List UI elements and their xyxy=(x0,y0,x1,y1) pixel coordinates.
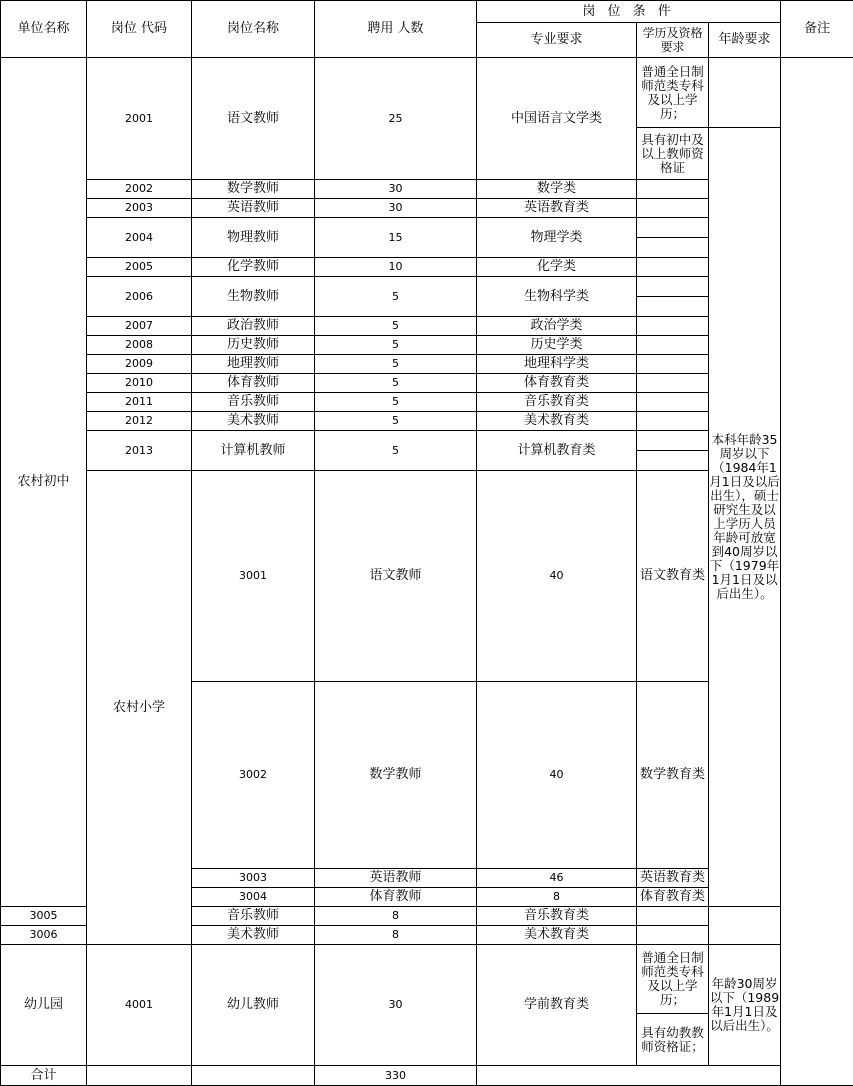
education-requirement: 普通全日制师范类专科及以上学历； xyxy=(637,58,709,128)
hire-count: 8 xyxy=(315,907,477,926)
blank-cell xyxy=(637,907,709,926)
post-code: 2003 xyxy=(87,199,192,218)
post-name: 音乐教师 xyxy=(192,907,315,926)
blank-cell xyxy=(637,374,709,393)
post-name: 语文教师 xyxy=(315,471,477,682)
major-requirement: 物理学类 xyxy=(477,218,637,258)
blank-cell xyxy=(637,336,709,355)
major-requirement: 地理科学类 xyxy=(477,355,637,374)
hire-count: 5 xyxy=(315,374,477,393)
major-requirement: 美术教育类 xyxy=(477,926,637,945)
post-code: 2011 xyxy=(87,393,192,412)
post-code: 2005 xyxy=(87,258,192,277)
hire-count: 30 xyxy=(315,199,477,218)
post-name: 语文教师 xyxy=(192,58,315,180)
hire-count: 15 xyxy=(315,218,477,258)
post-name: 计算机教师 xyxy=(192,431,315,471)
major-requirement: 体育教育类 xyxy=(637,888,709,907)
post-name: 物理教师 xyxy=(192,218,315,258)
table-row xyxy=(1,58,853,128)
unit-name: 幼儿园 xyxy=(1,945,87,1066)
post-code: 3003 xyxy=(192,869,315,888)
age-requirement: 本科年龄35周岁以下（1984年1月1日及以后出生），硕士研究生及以上学历人员年龄可放宽到40周岁以下（1979年1月1日及以后出生）。 xyxy=(709,128,781,907)
blank-cell xyxy=(637,431,709,451)
major-requirement: 数学类 xyxy=(477,180,637,199)
post-code: 3006 xyxy=(1,926,87,945)
blank-cell xyxy=(637,451,709,471)
blank-cell xyxy=(637,297,709,317)
hire-count: 5 xyxy=(315,317,477,336)
post-name: 化学教师 xyxy=(192,258,315,277)
post-code: 2012 xyxy=(87,412,192,431)
post-code: 3005 xyxy=(1,907,87,926)
major-requirement: 英语教育类 xyxy=(477,199,637,218)
post-name: 英语教师 xyxy=(192,199,315,218)
post-code: 3002 xyxy=(192,682,315,869)
post-name: 体育教师 xyxy=(192,374,315,393)
blank-cell xyxy=(637,238,709,258)
post-name: 幼儿教师 xyxy=(192,945,315,1066)
major-requirement: 政治学类 xyxy=(477,317,637,336)
post-code: 2009 xyxy=(87,355,192,374)
major-requirement: 音乐教育类 xyxy=(477,393,637,412)
blank-cell xyxy=(637,218,709,238)
post-code: 2002 xyxy=(87,180,192,199)
hire-count: 5 xyxy=(315,336,477,355)
major-requirement: 数学教育类 xyxy=(637,682,709,869)
hire-count: 8 xyxy=(315,926,477,945)
post-code: 4001 xyxy=(87,945,192,1066)
major-requirement: 英语教育类 xyxy=(637,869,709,888)
post-name: 生物教师 xyxy=(192,277,315,317)
hire-count: 5 xyxy=(315,277,477,317)
remark-empty xyxy=(781,58,853,1086)
blank-cell xyxy=(709,58,781,128)
post-name: 历史教师 xyxy=(192,336,315,355)
unit-name: 农村小学 xyxy=(87,471,192,945)
hire-count: 5 xyxy=(315,412,477,431)
post-name: 美术教师 xyxy=(192,412,315,431)
post-name: 数学教师 xyxy=(192,180,315,199)
hire-count: 5 xyxy=(315,393,477,412)
hire-count: 10 xyxy=(315,258,477,277)
major-requirement: 音乐教育类 xyxy=(477,907,637,926)
hire-count: 25 xyxy=(315,58,477,180)
post-name: 英语教师 xyxy=(315,869,477,888)
hire-count: 5 xyxy=(315,431,477,471)
blank-cell xyxy=(637,317,709,336)
post-code: 2013 xyxy=(87,431,192,471)
unit-name: 农村初中 xyxy=(1,58,87,907)
header-conditions: 岗 位 条 件 xyxy=(477,1,781,23)
blank-cell xyxy=(637,277,709,297)
major-requirement: 历史学类 xyxy=(477,336,637,355)
major-requirement: 语文教育类 xyxy=(637,471,709,682)
major-requirement: 体育教育类 xyxy=(477,374,637,393)
table-row xyxy=(1,945,853,1014)
major-requirement: 化学类 xyxy=(477,258,637,277)
header-education: 学历及资格要求 xyxy=(637,23,709,58)
blank-cell xyxy=(192,1066,315,1086)
header-unit: 单位名称 xyxy=(1,1,87,58)
education-requirement: 普通全日制师范类专科及以上学历； xyxy=(637,945,709,1014)
blank-cell xyxy=(637,199,709,218)
total-count: 330 xyxy=(315,1066,477,1086)
blank-cell xyxy=(637,180,709,199)
post-name: 数学教师 xyxy=(315,682,477,869)
header-row-1 xyxy=(1,1,853,23)
post-name: 音乐教师 xyxy=(192,393,315,412)
header-post: 岗位名称 xyxy=(192,1,315,58)
major-requirement: 计算机教育类 xyxy=(477,431,637,471)
hire-count: 30 xyxy=(315,945,477,1066)
education-requirement: 具有初中及以上教师资格证 xyxy=(637,128,709,180)
post-code: 2006 xyxy=(87,277,192,317)
post-code: 2010 xyxy=(87,374,192,393)
header-major: 专业要求 xyxy=(477,23,637,58)
blank-cell xyxy=(637,412,709,431)
post-code: 2008 xyxy=(87,336,192,355)
blank-cell xyxy=(637,926,709,945)
blank-cell xyxy=(637,355,709,374)
post-code: 3004 xyxy=(192,888,315,907)
header-count: 聘用 人数 xyxy=(315,1,477,58)
hire-count: 46 xyxy=(477,869,637,888)
header-code: 岗位 代码 xyxy=(87,1,192,58)
hire-count: 40 xyxy=(477,471,637,682)
post-name: 体育教师 xyxy=(315,888,477,907)
blank-cell xyxy=(637,393,709,412)
blank-cell xyxy=(87,1066,192,1086)
hire-count: 30 xyxy=(315,180,477,199)
blank-cell xyxy=(637,258,709,277)
post-code: 2004 xyxy=(87,218,192,258)
post-name: 地理教师 xyxy=(192,355,315,374)
major-requirement: 美术教育类 xyxy=(477,412,637,431)
major-requirement: 学前教育类 xyxy=(477,945,637,1066)
header-remark: 备注 xyxy=(781,1,853,58)
post-code: 2007 xyxy=(87,317,192,336)
post-name: 美术教师 xyxy=(192,926,315,945)
age-requirement: 年龄30周岁以下（1989年1月1日及以后出生）。 xyxy=(709,945,781,1066)
hire-count: 40 xyxy=(477,682,637,869)
post-code: 3001 xyxy=(192,471,315,682)
hire-count: 8 xyxy=(477,888,637,907)
education-requirement: 具有幼教教师资格证； xyxy=(637,1014,709,1066)
blank-cell xyxy=(477,1066,853,1086)
major-requirement: 中国语言文学类 xyxy=(477,58,637,180)
total-label: 合计 xyxy=(1,1066,87,1086)
hire-count: 5 xyxy=(315,355,477,374)
total-row xyxy=(1,1066,853,1086)
post-name: 政治教师 xyxy=(192,317,315,336)
major-requirement: 生物科学类 xyxy=(477,277,637,317)
post-code: 2001 xyxy=(87,58,192,180)
header-age: 年龄要求 xyxy=(709,23,781,58)
